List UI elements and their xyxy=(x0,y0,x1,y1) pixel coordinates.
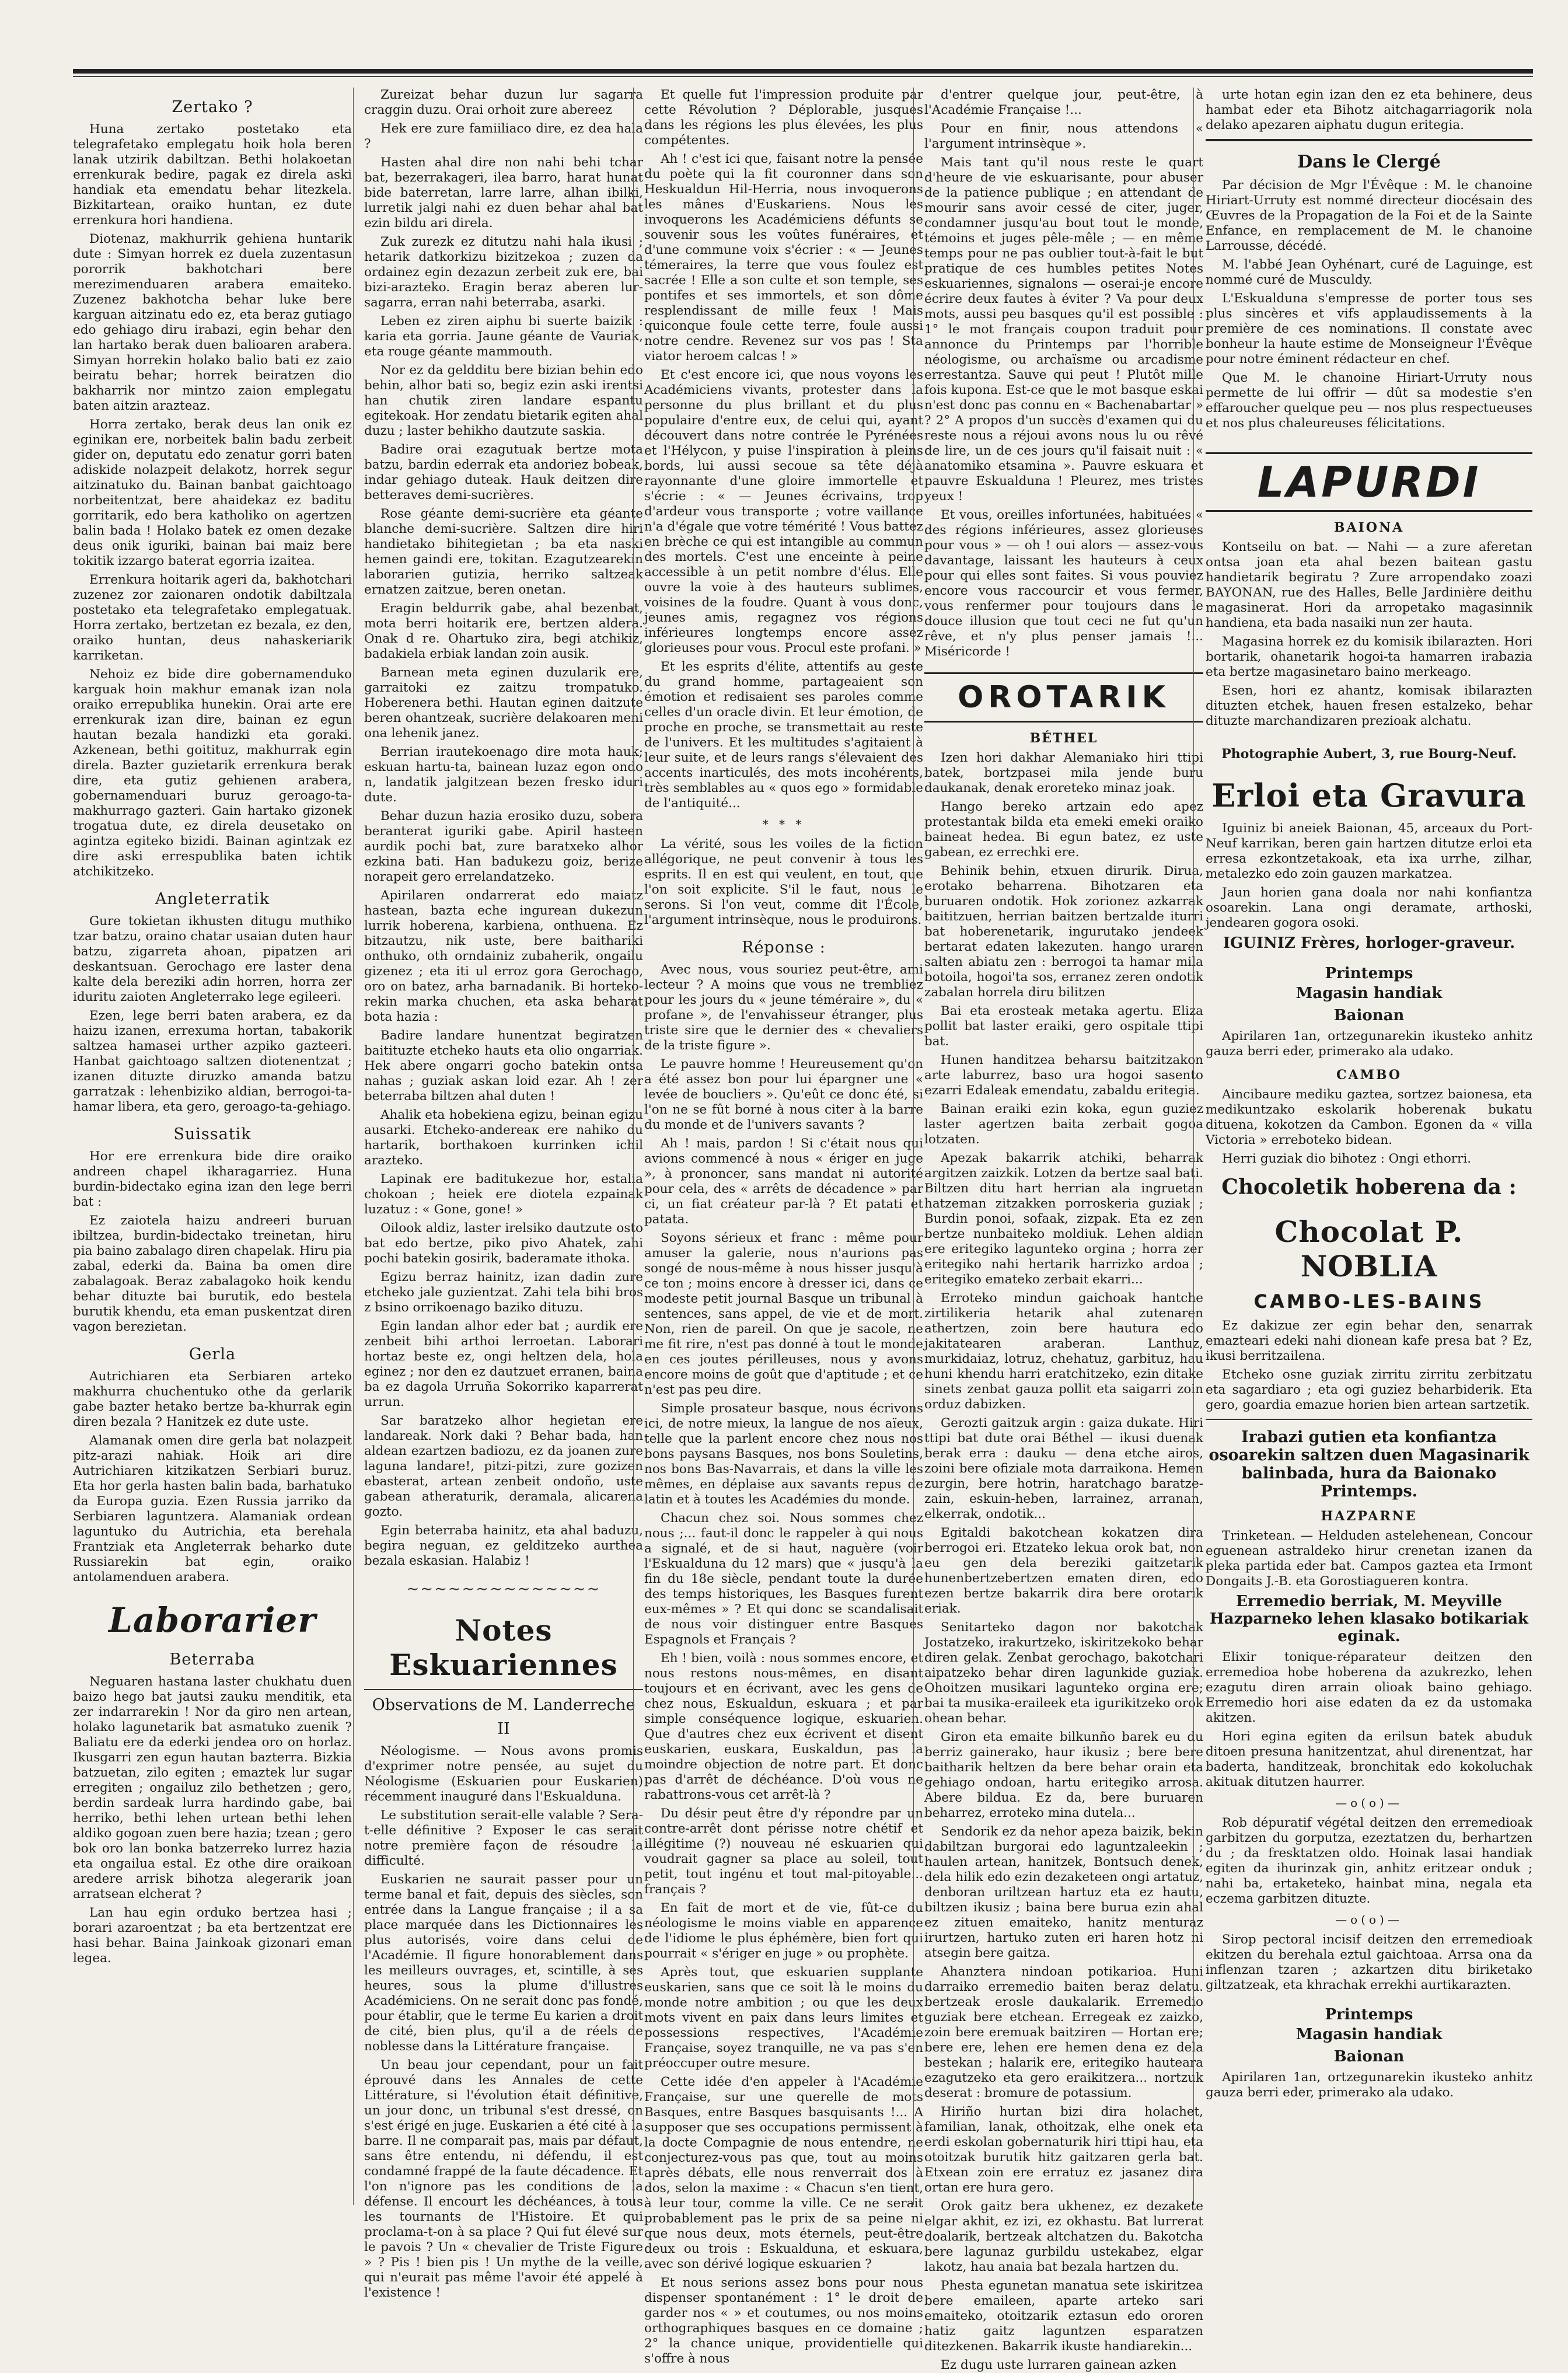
section-title-angleterratik: Angleterratik xyxy=(155,890,270,908)
paragraph: Giron eta emaite bilkunño barek eu du berriz gainerako, haur ikusiz ; bere bere baitharik heltzen da bere behar orain eta gehiago ondoan, hartu eritegiko arrosa. Abere bildua. Ez da, bere buruaren beharrez, erroteko mina dutela... xyxy=(924,1730,1203,1820)
ad-subtitle-magasin-2: Magasin handiak xyxy=(1295,2025,1443,2043)
paragraph: Autrichiaren eta Serbiaren arteko makhurra chuchentuko othe da gerlarik gabe bazter hetako bertze ba-khurrak egin diren bezala ? Hanitzek ez dute uste. xyxy=(73,1369,352,1429)
paragraph: Oilook aldiz, laster irelsiko dautzute osto bat edo bertze, piko pivo Ahatek, zahi pochi batekin gosirik, baderamate ithoka. xyxy=(364,1221,643,1266)
paragraph: Egin beterraba hainitz, eta ahal baduzu, begira neguan, ez gelditzeko aurthea bezala eskasian. Halabiz ! xyxy=(364,1523,643,1568)
paragraph: Et nous serions assez bons pour nous dispenser spontanément : 1° le droit de garder nos « » et coutumes, ou nos moins orthographiques basques en ce domaine ; 2° la chance unique, providentielle qui s'offre à nous xyxy=(644,2276,923,2366)
paragraph: Errenkura hoitarik ageri da, bakhotchari zuzenez zor zaionaren ondotik dabiltzala postetako eta telegrafetako emplegatuak. Horra zertako, bertzetan ez bezala, ez den, oraiko huntan, deus nahaskeriarik karriketan. xyxy=(73,573,352,663)
paragraph: M. l'abbé Jean Oyhénart, curé de Laguinge, est nommé curé de Musculdy. xyxy=(1206,257,1532,287)
paragraph: Hori egina egiten da erilsun batek abuduk ditoen presuna hanitzentzat, ahul direnentzat, har baderta, handitzeak, bronchitak edo kokoluchak akituak ditutzen haurrer. xyxy=(1206,1729,1532,1789)
separator: —o(o)— xyxy=(1335,1795,1403,1810)
column-4 xyxy=(913,88,1211,2372)
paragraph: Le pauvre homme ! Heureusement qu'on a été assez bon pour lui épargner une « levée de boucliers ». Qu'eût ce donc été, si l'on ne se fût borné à nous citer à la barre du monde et de l'univers savants ? xyxy=(644,1057,923,1132)
ad-place-baionan-2: Baionan xyxy=(1333,2047,1405,2065)
paragraph: Behar duzun hazia erosiko duzu, sobera beranterat iguriki gabe. Apiril hasteen aurdik pochi bat, zure baratxeko alhor ezkina bati. Han badukezu goiz, berize norapeit gero errelandatzeko. xyxy=(364,809,643,884)
section-title-reponse: Réponse : xyxy=(742,938,826,957)
paragraph: Senitarteko dagon nor bakotchak Jostatzeko, irakurtzeko, iskiritzekoko behar diren gelak. Zenbat gerochago, bakotchari aipatzeko behar diren lagunkide guziak. Ohoitzen musikari lagunteko orgina ere; bai ta musika-eraileek eta igurikitzeko orok ohean behar. xyxy=(924,1620,1203,1726)
ornament-divider: ∼∼∼∼∼∼∼∼∼∼∼∼∼∼ xyxy=(406,1580,601,1598)
paragraph: Huna zertako postetako eta telegrafetako emplegatu hoik hola beren lanak utzirik dabiltzan. Bethi holakoetan errenkurak bedire, pagak ez direla aski handiak eta emendatu behar litezkela. Bizkitartean, oraiko huntan, ez dute errenkura hori handiena. xyxy=(73,122,352,228)
subtitle-observations: Observations de M. Landerreche xyxy=(372,1695,635,1714)
paragraph: Et c'est encore ici, que nous voyons les Académiciens vivants, protester dans la personne du plus brillant et du plus populaire d'entre eux, de celui qui, ayant découvert dans notre contrée le Pyrénées et l'Hélycon, y puise l'inspiration à pleins bords, lui aussi secoue sa tête déjà rayonnante d'une gloire immortelle et s'écrie : « — Jeunes écrivains, trop d'ardeur vous transporte ; votre vaillance n'a d'égale que votre témérité ! Vous battez en brèche ce qui est intangible au commun des mortels. C'est une enceinte à peine accessible à un petit nombre d'élus. Elle ouvre la voie à des hauteurs sublimes, voisines de la foudre. Quant à vous donc, jeunes amis, regagnez vos régions inférieures longtemps encore assez glorieuses pour vous. Procul este profani. » xyxy=(644,368,923,655)
paragraph: Berrian irautekoenago dire mota hauk; eskuan hartu-ta, bainean luzaz egon ondo n, landatik jalgitzean bezen fresko iduri dute. xyxy=(364,745,643,805)
paragraph: urte hotan egin izan den ez eta behinere, deus hambat eder eta Bihotz aitchagarriagorik nola delako apezaren aiphatu dugun eritegia. xyxy=(1206,88,1532,132)
subsection-title-bethel: BÉTHEL xyxy=(1029,731,1098,746)
paragraph: Gerozti gaitzuk argin : gaiza dukate. Hiri ttipi bat dute orai Béthel — ikusi duenak berak erra : dauku — dena etche airos, zoini bere ofiziale mota darraikona. Hemen zurgin, bere hotrin, haratchago baratze-zain, eskuin-heben, larrainez, arranan, elkerrak, ondotik... xyxy=(924,1416,1203,1521)
section-title-notes-eskuariennes: Notes Eskuariennes xyxy=(389,1613,618,1682)
ad-intro-chocolat: Chocoletik hoberena da : xyxy=(1221,1175,1517,1199)
paragraph: Sirop pectoral incisif deitzen den erremedioak ekitzen du berehala eztul gaichtoaa. Arrsa ona da inflenzan tzaren ; azkartzen ditu biriketako giltzatzeak, eta khrachak errekhi aurtikarazten. xyxy=(1206,1932,1532,1992)
ad-place-cambo: CAMBO-LES-BAINS xyxy=(1253,1290,1485,1313)
subsection-title-hazparne: HAZPARNE xyxy=(1321,1508,1417,1524)
paragraph: Zureizat behar duzun lur sagarra craggin duzu. Orai orhoit zure abereez xyxy=(364,88,643,117)
paragraph: Chacun chez soi. Nous sommes chez nous ;... faut-il donc le rappeler à qui nous a signalé, et de si haut, naguère (voir l'Eskualduna du 12 mars) que « jusqu'à la fin du 18e siècle, pendant toute la durée des temps historiques, les Basques furent eux-mêmes » ? Et qui donc se scandalisait de nous voir distinguer entre Basques Espagnols et Français ? xyxy=(644,1511,923,1647)
paragraph: Par décision de Mgr l'Évêque : M. le chanoine Hiriart-Urruty est nommé directeur diocésain des Œuvres de la Propagation de la Foi et de la Sainte Enfance, en remplacement de M. le chanoine Larrousse, décédé. xyxy=(1206,178,1532,253)
separator: —o(o)— xyxy=(1335,1912,1403,1927)
paragraph: Esen, hori ez ahantz, komisak ibilarazten dituzten etchek, hauen fresen estalzeko, behar dituzte marchandizaren prezioak alchatu. xyxy=(1206,683,1532,728)
ad-place-baionan: Baionan xyxy=(1333,1007,1405,1024)
section-title-gerla: Gerla xyxy=(188,1345,236,1363)
column-2 xyxy=(353,88,651,2300)
paragraph: Eh ! bien, voilà : nous sommes encore, et nous restons nous-mêmes, en disant toujours et en écrivant, avec les gens de chez nous, Eskualdun, eskuara ; et par simple conséquence logique, eskuarien. Que d'autres chez eux écrivent et disent euskarien, euskara, Euskaldun, pas la moindre objection de notre part. Et donc pas d'arrêt de déchéance. D'où vous ne rabattrons-vous cet arrêt-là ? xyxy=(644,1651,923,1802)
paragraph: Barnean meta eginen duzularik ere, garraitoki ez zaitzu trompatuko. Hoberenera bethi. Hautan eginen daitzute beren ohantzeak, sucrière delakoaren meni ona lehenik janez. xyxy=(364,665,643,741)
paragraph: Que M. le chanoine Hiriart-Urruty nous permette de lui offrir — dût sa modestie s'en effaroucher quelque peu — nos plus respectueuses et nos plus chaleureuses félicitations. xyxy=(1206,371,1532,431)
paragraph: Après tout, que eskuarien supplante euskarien, sans que ce soit là le moins du monde notre ambition ; ou que les deux mots vivent en paix dans leurs limites et possessions respectives, l'Académie Française, soyez tranquille, ne va pas s'en préoccuper outre mesure. xyxy=(644,1965,923,2071)
paragraph: Apirilaren 1an, ortzegunarekin ikusteko anhitz gauza berri eder, primerako ala udako. xyxy=(1206,1029,1532,1059)
paragraph: Horra zertako, berak deus lan onik ez eginikan ere, norbeitek balin badu zerbeit gider on, deputatu edo zenatur gorri baten adiskide nolazpeit delakotz, horrek segur aitzinatuko du. Bainan banbat gaichtoago norbeitentzat, bere ahaidekaz ez baditu gorritarik, edo bera katholiko on agertzen balin bada ! Holako batek ez omen dezake deus onik iguriki, bainan bai maiz bere tokitik izzargo baterat egorria izaitea. xyxy=(73,417,352,568)
paragraph: Bai eta erosteak metaka agertu. Eliza pollit bat laster eraiki, gero ospitale ttipi bat. xyxy=(924,1004,1203,1049)
subsection-title-baiona: BAIONA xyxy=(1333,520,1405,535)
paragraph: Mais tant qu'il nous reste le quart d'heure de vie eskuarisante, pour abuser de la patience publique ; en attendant de mourir sans avoir cessé de citer, juger, condamner jusqu'au bout tout le monde, témoins et juges pêle-mêle ; — en même temps pour ne pas oublier tout-à-fait le but pratique de ces humbles petites Notes eskuariennes, signalons — oserai-je encore écrire deux fautes à éviter ? Va pour deux mots, aussi peu basques qu'il est possible : 1° le mot français coupon traduit pour annonce du Printemps par l'horrible néologisme, ou archaïsme ou arcadisme errestantza. Sauve qui peut ! Plutôt mille fois kupona. Est-ce que le mot basque eskai n'est donc pas connu en « Bachenabartar » ? 2° A propos d'un succès d'examen qui du reste nous a réjoui avons nous lu ou rêvé de lire, un de ces jours qu'il faisait nuit : « anatomiko etsamina ». Pauvre eskuara et pauvre Eskualduna ! Pleurez, mes tristes yeux ! xyxy=(924,155,1203,504)
paragraph: Trinketean. — Helduden astelehenean, Concour eguenean astraldeko hirur crenetan izanen da pleka partida eder bat. Campos gaztea eta Irmont Dongaits J.-B. eta Gorostiagueren kontra. xyxy=(1206,1528,1532,1589)
paragraph: Etcheko osne guziak zirritu zirritu zerbitzatu eta sagardiaro ; eta ogi guziez beharbiderik. Eta gero, goardia emazue horien bien artean sartzetik. xyxy=(1206,1367,1532,1412)
paragraph: Elixir tonique-réparateur deitzen den erremedioa hobe hoberena da azukrezko, lehen ezagutu diren arrain olioak baino gehiago. Erremedio hori aise edaten da ez da ustomaka akitzen. xyxy=(1206,1649,1532,1725)
paragraph: Et vous, oreilles infortunées, habituées « des régions inférieures, assez glorieuses pour vous » — oh ! oui alors — assez-vous davantage, laissant les hauteurs à ceux pour qui elles sont faites. Si vous pouviez encore vous raccourcir et vous fermer, vous renfermer pour toujours dans le douce illusion que tout ceci ne fut qu'un rêve, et n'y plus penser jamais !... Miséricorde ! xyxy=(924,508,1203,659)
paragraph: Soyons sérieux et franc : même pour amuser la galerie, nous n'aurions pas songé de nous-même à nous hisser jusqu'à ce ton ; moins encore à dresser ici, dans ce modeste petit journal Basque un tribunal à sentences, sans appel, de vie et de mort. Non, rien de pareil. On que je sacole, ne me fit rire, n'est pas donné à tout le monde en ces joutes périlleuses, nous y avons encore moins de goût que d'aptitude ; et ce n'est pas peu dire. xyxy=(644,1231,923,1397)
ad-title-erloi: Erloi eta Gravura xyxy=(1211,777,1527,814)
ad-title-printemps: Printemps xyxy=(1325,965,1413,982)
paragraph: Bainan eraiki ezin koka, egun guziez laster agertzen baita zerbait gogoa lotzaten. xyxy=(924,1102,1203,1147)
paragraph: Phesta egunetan manatua sete iskiritzea bere emaileen, aparte arteko sari emaiteko, otoitzarik eztasun edo ororen hatiz gaitz laguntzen esparatzen ditezkenen. Bakarrik ikuste handiarekin... xyxy=(924,2278,1203,2354)
paragraph: Apezak bakarrik atchiki, beharrak argitzen zaizkik. Lotzen da bertze saal bati. Biltzen ditu hart herrian ala ingruetan hatzeman zitzakken porroskeria guziak ; Burdin ponoi, sofaak, zizpak. Eta ez zen bertze nunbaiteko moldiuk. Lehen aldian ere eritegiko lagunteko orgina ; horra zer eritegiko nahi hertarik harrizko ardoa ; eritegiko emateko zerbait ekarri... xyxy=(924,1151,1203,1287)
paragraph: Jaun horien gana doala nor nahi konfiantza osoarekin. Lana ongi deramate, arthoski, jendearen gogora osoki. xyxy=(1206,885,1532,930)
paragraph: Egin landan alhor eder bat ; aurdik ere zenbeit bihi arthoi lerroetan. Laborari hortaz beste ez, ongi heltzen dela, hola eginez ; nor den ez dautzuet erranen, baina ba ez dagola Urruña Sokorriko kaparrerat urrun. xyxy=(364,1319,643,1409)
ad-title-printemps-2: Printemps xyxy=(1325,2005,1413,2023)
asterism: * * * xyxy=(762,817,805,831)
paragraph: Le substitution serait-elle valable ? Sera-t-elle définitive ? Exposer le cas serait notre première façon de résoudre la difficulté. xyxy=(364,1807,643,1868)
paragraph: Diotenaz, makhurrik gehiena huntarik dute : Simyan horrek ez duela zuzentasun pororrik bakhotchari bere merezimenduaren arabera emaiteko. Zuzenez bakhotcha behar luke bere karguan aitzinatu edo ez, eta beraz gutiago edo gehiago diru irabazi, egin behar den lan hartako berak duen balioaren arabera. Simyan horrekin holako balio bati ez zaio beiratu behar; horrek beiratzen dio bakharrik nor mintzo zaion emplegatu baten aitzin arazteaz. xyxy=(73,232,352,413)
paragraph: Egizu berraz hainitz, izan dadin zure etcheko jale guzientzat. Zahi tela bihi bros z bsino orrikoenago baziko dituzu. xyxy=(364,1270,643,1315)
paragraph: Badire orai ezagutuak bertze mota batzu, bardin ederrak eta andoriez bobeak, indar gehiago duteak. Hauk deitzen dire betteraves demi-sucrières. xyxy=(364,442,643,502)
paragraph: Sendorik ez da nehor apeza baizik, bekin dabiltzan burgorai edo laguntzaleekin ; haulen artean, hanitzek, Bontsuch denek, dela hilik edo ezin dezaketeen ongi artatuz, denboran uriltzean hartuz eta ez hautu, biltzen ikusiz ; baina bere burua ezin ahal ez zituen emaiteko, hanitz menturaz irurtzen, hartuko zuten eri haren hotz ni atsegin bere gaitza. xyxy=(924,1824,1203,1960)
paragraph: Eragin beldurrik gabe, ahal bezenbat, mota berri hoitarik ere, bertzen aldera. Onak d re. Ohartuko zira, begi atchikiz, badakiela erbiak landan zoin ausik. xyxy=(364,601,643,661)
paragraph: Nehoiz ez bide dire gobernamenduko karguak hoin makhur emanak izan nola oraiko errepublika hunekin. Orai arte ere errenkurak izan dire, bainan ez egun hautan bezala handizki eta goraki. Azkenean, bethi goitituz, makhurrak egin direla. Bazter guzietarik errenkura berak dire, eta gutiz gehienen arabera, gobernamenduari buruz geroago-ta-makhurrago gazteri. Gain hartako gizonek trogatua dute, ez direla deusetako on agintza egiteko bizidi. Bainan agintzak ez dire aski errespublika baten ichtik atchikitzeko. xyxy=(73,667,352,879)
ad-irabazi: Irabazi gutien eta konfiantza osoarekin saltzen duen Magasinarik balinbada, hura da Baionako Printemps. xyxy=(1209,1428,1529,1500)
section-title-laborarier: Laborarier xyxy=(109,1600,316,1640)
paragraph: Egitaldi bakotchean kokatzen dira berrogoi eri. Etzateko lekua orok bat, non eu gen dela bereziki gaitzetarik hunenbertzebertzen ematen diren, edo ezen bertze bakarrik dira bere orotarik eriak. xyxy=(924,1526,1203,1616)
paragraph: Hiriño hurtan bizi dira holachet, familian, lanak, othoitzak, elhe onek eta erdi eskolan gobernaturik hiri ttipi hau, eta otoitzak burutik hitz gaitzaren gerla bat. Etxean zoin ere erratuz ez jasanez dira ortan ere hura gero. xyxy=(924,2105,1203,2195)
paragraph: Rose géante demi-sucrière eta géante blanche demi-sucrière. Saltzen dire hiri handietako bihitegietan ; ba eta naski hemen gaindi ere, tokitan. Ezagutzearekin laborarien gutizia, herriko saltzeak ernatzen zaitzue, beren onetan. xyxy=(364,507,643,597)
paragraph: Sar baratzeko alhor hegietan ere landareak. Nork daki ? Behar bada, han aldean ezartzen badiozu, ez da joanen zure laguna landare!, pitzi-pitzi, zure gozizen ebasterat, artean zenbeit ondoño, uste gabean atheraturik, deramala, alicarenа gozto. xyxy=(364,1414,643,1519)
paragraph: Hango bereko artzain edo apez protestantak bilda eta emeki emeki oraiko baineat hedea. Bi egun batez, ez uste gabean, ez errechki ere. xyxy=(924,800,1203,860)
paragraph: Apirilaren ondarrerat edo maiatz hastean, bazta eche ingurean dukezun lurrik hoberena, karbiena, onthuena. Ez bitzautzu, nik uste, bere baithariki onthuko, oth orndainiz zubaherik, ongailu gizenez ; eta iti ul erroz gora Gerochago, oro on batez, arha barnadanik. Bi horteko-rekin marka chuchen, eta aska beharat bota hazia : xyxy=(364,888,643,1024)
paragraph: Ahanztera nindoan potikarioa. Huni darraiko erremedio baiten beraz delatu. bertzeak erosle daukalarik. Erremedio guziak bere etchean. Erregeak ez zaizko, zoin bere eremuak baitziren — Hortan ere; bere ere, lehen ere hemen dena ez dela bestekan ; halarik ere, eritegiko hauteara ezagutzeko eta gero eraikitzera... nortzuk deserat : bromure de potassium. xyxy=(924,1964,1203,2100)
paragraph: Herri guziak dio bihotez : Ongi ethorri. xyxy=(1222,1151,1472,1166)
paragraph: Kontseilu on bat. — Nahi — a zure aferetan ontsa joan eta ahal bezen baitean gastu handietarik begiratu ? Zure arropendako zoazi BAYONAN, rue des Halles, Belle Jardinière deithu magasinerat. Hori da arropetako magasinnik handiena, eta bada nasaiki nun zer hauta. xyxy=(1206,540,1532,630)
paragraph: La vérité, sous les voiles de la fiction allégorique, ne peut convenir à tous les esprits. Il en est qui veulent, en tout, que l'on soit explicite. S'il le faut, nous le serons. Si l'on veut, comme dit l'École, l'argument intrinsèque, nous le produirons. xyxy=(644,837,923,927)
top-rule xyxy=(73,69,1533,74)
divider xyxy=(364,1689,643,1690)
paragraph: Magasina horrek ez du komisik ibilarazten. Hori bortarik, ohanetarik hogoi-ta hamarren irabazia eta bertze magasinetaro baino merkeago. xyxy=(1206,634,1532,679)
paragraph: Leben ez ziren aiphu bi suerte baizik : karia eta gorria. Jaune géante de Vauriak, eta rouge géante mammouth. xyxy=(364,314,643,359)
paragraph: Néologisme. — Nous avons promis d'exprimer notre pensée, au sujet du Néologisme (Eskuarien pour Euskarien) récemment inauguré dans l'Eskualduna. xyxy=(364,1743,643,1804)
ad-subtitle-magasin: Magasin handiak xyxy=(1295,985,1443,1002)
column-5 xyxy=(1193,88,1532,2205)
paragraph: Neguaren hastana laster chukhatu duen baizo hego bat jautsi zauku menditik, eta zer indarrarekin ! Nor da giro nen artean, holako lagunetarik bat asmatuko zuenik ? Baliatu ere da ederki jendea oro on horlaz. Ikusgarri zen egun hautan bazterra. Bizkia batzuetan, zilo egiten ; emaztek lur sugar erregiten ; ongailuz zilo bethetzen ; gero, berdin sardeak lurra hardindo gabe, bai herriko, bethi lehen urtean bethi lehen aldiko gogoan zuen bere hazia; tzean ; gero bok oro lan bonka batzerreko lurrez hazia eta ongailua estal. Ez othe dire oraikoan aredere arrisk bihotza alegerarik joan arratsean elcherat ? xyxy=(73,1674,352,1901)
paragraph: Ez dugu uste lurraren gainean azken xyxy=(941,2358,1177,2372)
divider xyxy=(1206,139,1532,141)
paragraph: Et les esprits d'élite, attentifs au geste du grand homme, partageaient son émotion et redisaient ses paroles comme celles d'un oracle divin. Et leur émotion, de proche en proche, se transmettait au reste de l'univers. Et les multitudes s'agitaient à leur suite, et de leurs rangs s'élevaient des accents inarticulés, des mots incohérents, très semblables au « quos ego » formidable de l'antiquité... xyxy=(644,659,923,811)
paragraph: Ah ! mais, pardon ! Si c'était nous qui avions commencé à nous « ériger en juge », à prononcer, sans mandat ni autorité pour cela, des « arrêts de décadence » par ci, un fiat créateur par-là ? Et patati et patata. xyxy=(644,1136,923,1227)
paragraph: Ah ! c'est ici que, faisant notre la pensée du poète qui la fit couronner dans son Heskualdun Hil-Herria, nous invoquerons les mânes d'Euskariens. Nous les invoquerons les Académiciens défunts se souvenir sous les voûtes funéraires, et d'une commune voix s'écrier : « — Jeunes témeraires, la terre que vous foulez est sacrée ! Elle a son culte et son temple, ses pontifes et ses immortels, et son dôme resplendissant de mille feux ! Mais quiconque foule cette terre, foule aussi notre cendre. Revenez sur vos pas ! Sta viator heroem calcas ! » xyxy=(644,152,923,364)
paragraph: Hunen handitzea beharsu baitzitzakon arte laburrez, baso ura hogoi sasento ezarri Edaleak emendatu, zabaldu eritegia. xyxy=(924,1053,1203,1098)
paragraph: Lapinak ere baditukezue hor, estalia chokoan ; heiek ere diotela ezpainak luzatuz : « Gone, gone! » xyxy=(364,1172,643,1217)
paragraph: Simple prosateur basque, nous écrivons ici, de notre mieux, la langue de nos aïeux, telle que la parlent encore chez nous nos bons paysans Basques, nos bons Souletins, nos bons Bas-Navarrais, et dans la ville les mêmes, en déplaise aux savants repus de latin et à toutes les Académies du monde. xyxy=(644,1401,923,1507)
section-title-suissatik: Suissatik xyxy=(173,1125,252,1143)
paragraph: Iguiniz bi aneiek Baionan, 45, arceaux du Port-Neuf karrikan, beren gain hartzen ditutze erloi eta erresa ezkontzetakoak, eta ixa urrhe, zilhar, metalezko edo zoin gauzen markatzea. xyxy=(1206,821,1532,881)
column-1 xyxy=(73,88,360,2205)
paragraph: Zuk zurezk ez ditutzu nahi hala ikusi ; hetarik datkorkizu bizitzekoa ; zuzen da ordainez egin dezazun zerbeit zuk ere, bai bizi-arazteko. Eragin beraz aberen lur-sagarra, erran nahi beterraba, asarki. xyxy=(364,235,643,310)
paragraph: Euskarien ne saurait passer pour un terme banal et fait, depuis des siècles, son entrée dans la Langue française ; il a sa place marquée dans les Dictionnaires les plus autorisés, voire dans celui de l'Académie. Il figure honorablement dans les meilleurs ouvrages, et, scintille, à ses heures, sous la plume d'illustres Académiciens. On ne serait donc pas fondé, pour établir, que le terme Eu karien a droit de cité, bien plus, qu'il a de réels de noblesse dans la Littérature française. xyxy=(364,1872,643,2054)
roman-numeral: II xyxy=(497,1719,510,1738)
paragraph: Hasten ahal dire non nahi behi tchar bat, bezerrakageri, ilea barro, harat hunat bide baterretan, larre larre, alhan ibilki, lurretik jalgi nahi ez duen behar ahal bat ezin bildu ari direla. xyxy=(364,155,643,231)
paragraph: L'Eskualduna s'empresse de porter tous ses plus sincères et vifs applaudissements à la première de ces nominations. Il constate avec bonheur la haute estime de Monseigneur l'Évêque pour notre éminent rédacteur en chef. xyxy=(1206,291,1532,367)
paragraph: En fait de mort et de vie, fût-ce du néologisme le moins viable en apparence de l'idiome le plus éphémère, bien fort qui pourrait « s'ériger en juge » ou prophète. xyxy=(644,1901,923,1961)
paragraph: Gure tokietan ikhusten ditugu muthiko tzar batzu, oraino chatar usaian duten haur batzu, zigarreta ahoan, pipatzen ari deskantsuan. Gerochago ere laster dena kalte dela bereziki adin horren, horra zer iduritu zaioten Angleterrako lege egileeri. xyxy=(73,914,352,1004)
paragraph: Et quelle fut l'impression produite par cette Révolution ? Déplorable, jusques dans les régions les plus élevées, les plus compétentes. xyxy=(644,88,923,148)
paragraph: Ezen, lege berri baten arabera, ez da haizu izanen, errexuma hortan, tabakorik saltzea hamasei urther azpiko gazteeri. Hanbat gaichtoago saltzen diotenentzat ; izanen dituzte diruzko amanda batzu garratzak : lehenbiziko aldian, berrogoi-ta-hamar libera, eta gero, geroago-ta-gehiago. xyxy=(73,1008,352,1114)
paragraph: Pour en finir, nous attendons « l'argument intrinsèque ». xyxy=(924,121,1203,151)
paragraph: Orok gaitz bera ukhenez, ez dezakete elgar akhit, ez izi, ez okhastu. Bat lurrerat doalarik, bertzeak altchatzen du. Bakotcha bere lagunaz gurbildu ustekabez, elgar lakotz, hau anaia bat bezala hartzen du. xyxy=(924,2199,1203,2274)
paragraph: Erroteko mindun gaichoak hantche zirtilikeria hetarik ahal zutenaren athertzen, zoin bere hautura edo jakitatearen araberan. Lanthuz, murkidaiaz, lotruz, chehatuz, garbituz, hau huni khendu harri eratchitzeko, ezin ditake sinets zenbat gauza pollit eta saigarri zoin orduz dabizken. xyxy=(924,1291,1203,1412)
paragraph: Nor ez da geldditu bere bizian behin edo behin, alhor bati so, begiz ezin aski irentsi han chutik ziren landare espantu egitekoak. Hor zendatu bietarik egiten ahal duzu ; laster behikho dautzute saskia. xyxy=(364,363,643,438)
section-title-orotarik: OROTARIK xyxy=(924,672,1203,723)
paragraph: Apirilaren 1an, ortzegunarekin ikusteko anhitz gauza berri eder, primerako ala udako. xyxy=(1206,2070,1532,2100)
section-title-zertako: Zertako ? xyxy=(172,98,253,116)
section-title-clerge: Dans le Clergé xyxy=(1297,152,1441,172)
paragraph: Izen hori dakhar Alemaniako hiri ttipi batek, bortzpasei mila jende buru daukanak, denak eroreteko minaz joak. xyxy=(924,751,1203,795)
subsection-title-cambo: CAMBO xyxy=(1336,1067,1402,1083)
photographer-notice: Photographie Aubert, 3, rue Bourg-Neuf. xyxy=(1221,746,1517,762)
divider xyxy=(1206,1419,1532,1420)
paragraph: Avec nous, vous souriez peut-être, ami lecteur ? A moins que vous ne trembliez pour les jours du « jeune téméraire », du « profane », de l'envahisseur étranger, plus triste sire que le dernier des « chevaliers de la triste figure ». xyxy=(644,962,923,1053)
ad-signature: IGUINIZ Frères, horloger-graveur. xyxy=(1223,934,1515,952)
ad-title-erremedio: Erremedio berriak, M. Meyville Hazparneko lehen klasako botikariak eginak. xyxy=(1210,1592,1528,1645)
paragraph: Ahalik eta hobekiena egizu, beinan egizu ausarki. Etcheko-anderеак ere nahiko du hartarik, borthakoen kurrinken ichil arazteko. xyxy=(364,1108,643,1168)
paragraph: Badire landare hunentzat begiratzen baitituzte etcheko hauts eta olio ongarriak. Hek abere ongarri gocho batekin ontsa nahas ; guziak askan loid ezar. Ah ! zer beterraba biltzen ahal duten ! xyxy=(364,1028,643,1104)
paragraph: Lan hau egin orduko bertzea hasi ; borari azaroentzat ; ba eta bertzentzat ere hasi behar. Baina Jainkoak gizonari eman legea. xyxy=(73,1906,352,1966)
column-3 xyxy=(633,88,931,2366)
paragraph: d'entrer quelque jour, peut-être, à l'Académie Française !... xyxy=(924,88,1203,117)
paragraph: Rob dépuratif végétal deitzen den erremedioak garbitzen du gorputza, ezeztatzen du, berhartzen du ; da fresktatzen oldo. Hoinak lasai handiak egiten da ihurinzak gin, anhitz eritzear onduk ; nahi ba, ertaketeko, hainbat mina, negala eta eczema garbitzen dituzte. xyxy=(1206,1815,1532,1906)
paragraph: Aincibaure mediku gaztea, sortzez baionesa, eta medikuntzako eskolarik hoberenak bukatu dituena, kokotzen da Cambon. Egonen da « villa Victoria » erreboteko bidean. xyxy=(1206,1087,1532,1147)
paragraph: Un beau jour cependant, pour un fait éprouvé dans les Annales de cette Littérature, si l'évolution était définitive, un jour donc, un tribunal s'est dressé, on s'est érigé en juge. Euskarien a été cité à la barre. Il ne comparait pas, mais par défaut, sans être entendu, ni défendu, il est condamné frappé de la faute décadence. Et l'on n'ignore pas les conditions de la défense. Il encourt les déchéances, à tous les tournants de l'Histoire. Et qui proclama-t-on à sa place ? Qui fut élevé sur le pavois ? Un « chevalier de Triste Figure » ? Pis ! bien pis ! Un mythe de la veille, qui n'eurait pas même l'avoir été appelé à l'existence ! xyxy=(364,2057,643,2300)
paragraph: Cette idée d'en appeler à l'Académie Française, sur une querelle de mots Basques, entre Basques basquisants !... A supposer que ses occupations permissent à la docte Compagnie de nous entendre, ne conjecturez-vous pas que, tout au moins après débats, elle nous renverrait dos à dos, selon la maxime : « Chacun s'en tient, à leur tour, comme la ville. Ce ne serait probablement pas le prix de sa peine ni que nous deux, mots éternels, peut-être deux ou trois : Eskualduna, et eskuara, avec son dérivé logique eskuarien ? xyxy=(644,2075,923,2271)
paragraph: Alamanak omen dire gerla bat nolazpeit pitz-arazi nahiak. Hoik ari dire Autrichiaren kitzikatzen Serbiari buruz. Eta hor gerla hasten balin bada, barhatuko da Europa guzia. Ezen Russia jarriko da Serbiaren laguntzera. Alamaniak ordean laguntuko du Autrichia, eta berehala Frantziak eta Angleterrak beharko dute Russiarekin bat egin, oraiko antolamenduen arabera. xyxy=(73,1433,352,1585)
paragraph: Hek ere zure famiiliaco dire, ez dea hala ? xyxy=(364,121,643,151)
paragraph: Hor ere errenkura bide dire oraiko andreen chapel ikharagarriez. Huna burdin-bidectako egina izan den lege berri bat : xyxy=(73,1149,352,1209)
paragraph: Du désir peut être d'y répondre par un contre-arrêt dont périsse notre chétif et illégitime (?) nouveau né eskuarien qui voudrait gagner sa place au soleil, tout petit, tout ingénu et tout mal-pitoyable... français ? xyxy=(644,1806,923,1897)
subsection-title-beterraba: Beterraba xyxy=(169,1650,256,1669)
paragraph: Ez zaiotela haizu andreeri buruan ibiltzea, burdin-bidectako treinetan, hiru pia baino zabalago diren chapelak. Hiru pia zabal, ederki da. Baina ba omen dire zabalagoak. Beraz zabalagoko hoik kendu behar dituzte bai burutik, edo bestela burutik khendu, eta eman puskentzat diren vagon berezietan. xyxy=(73,1213,352,1334)
top-rule-thin xyxy=(73,76,1533,77)
section-title-lapurdi: LAPURDI xyxy=(1206,452,1532,512)
ad-title-chocolat-noblia: Chocolat P. NOBLIA xyxy=(1274,1215,1464,1283)
paragraph: Behinik behin, etxuen dirurik. Dirua, erotako beharrena. Bihotzaren eta buruaren ondotik. Hok zorionez azkarrak baititzuen, herrian baitzen bertzalde iturri bat hoberenetarik, ingurutako jendeek bertarat edaten lakezuten. hango uraren salten abiatu zen : berrogoi ta hamar mila botoila, hogoi'ta sos, erranez zeren ondotik zabalan horrela diru bilitzen xyxy=(924,864,1203,1000)
paragraph: Ez dakizue zer egin behar den, senarrak emazteari edeki nahi dionean kafe presa bat ? Ez, ikusi berritzailena. xyxy=(1206,1318,1532,1363)
